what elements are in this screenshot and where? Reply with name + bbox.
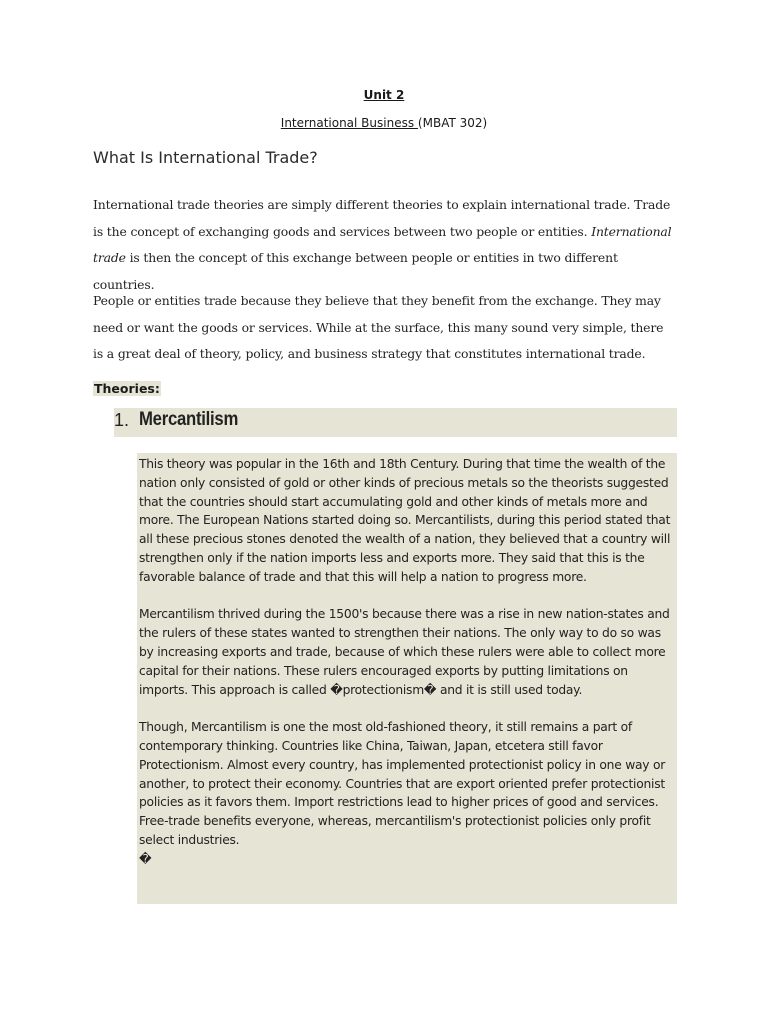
course-line bbox=[0, 116, 768, 130]
intro-paragraph-2: People or entities trade because they believe that they benefit from the exchange. They may need or want the goods or services. While at the surface, this many sound very simple, there is a great deal of theory, policy, and business strategy that constitutes international trade. bbox=[93, 293, 664, 361]
section-paragraph: Mercantilism thrived during the 1500's because there was a rise in new nation-states and the rulers of these states wanted to strengthen their nations. The only way to do so was by increasing exports and trade, because of which these rulers were able to collect more capital for their nations. These rulers encouraged exports by putting limitations on imports. This approach is called �protectionism� and it is still used today. bbox=[139, 607, 670, 697]
course-name: International Business bbox=[280, 116, 418, 130]
section-number: 1. bbox=[114, 410, 130, 430]
intro-p1-before: International trade theories are simply different theories to explain international trade. Trade is the concept of exchanging goods and services between two people or entities. bbox=[93, 197, 671, 239]
section-paragraph: Though, Mercantilism is one the most old-fashioned theory, it still remains a part of contemporary thinking. Countries like China, Taiwan, Japan, etcetera still favor Protectionism. Almost every country, has implemented protectionist policy in one way or another, to protect their economy. Countries that are export oriented prefer protectionist policies as it favors them. Import restrictions lead to higher prices of good and services. Free-trade benefits everyone, whereas, mercantilism's protectionist policies only profit select industries. bbox=[139, 720, 666, 847]
trailing-glyph: � bbox=[139, 851, 152, 866]
course-code: (MBAT 302) bbox=[417, 116, 488, 130]
section-paragraph: This theory was popular in the 16th and 18th Century. During that time the wealth of the nation only consisted of gold or other kinds of precious metals so the theorists suggested that the countries should start accumulating gold and other kinds of metals more and more. The European Nations started doing so. Mercantilists, during this period stated that all these precious stones denoted the wealth of a nation, they believed that a country will strengthen only if the nation imports less and exports more. They said that this is the favorable balance of trade and that this will help a nation to progress more. bbox=[139, 457, 671, 584]
page-title: What Is International Trade? bbox=[93, 148, 318, 167]
section-heading-text: Mercantilism bbox=[139, 409, 239, 430]
section-heading bbox=[114, 408, 677, 437]
section-content-box bbox=[137, 453, 677, 904]
intro-paragraph-1 bbox=[93, 192, 673, 298]
theories-label: Theories: bbox=[94, 381, 160, 396]
intro-p1-after: is then the concept of this exchange between people or entities in two different countries. bbox=[93, 250, 618, 292]
unit-label: Unit 2 bbox=[363, 88, 405, 102]
intro-p1-italic: International trade bbox=[93, 223, 672, 265]
